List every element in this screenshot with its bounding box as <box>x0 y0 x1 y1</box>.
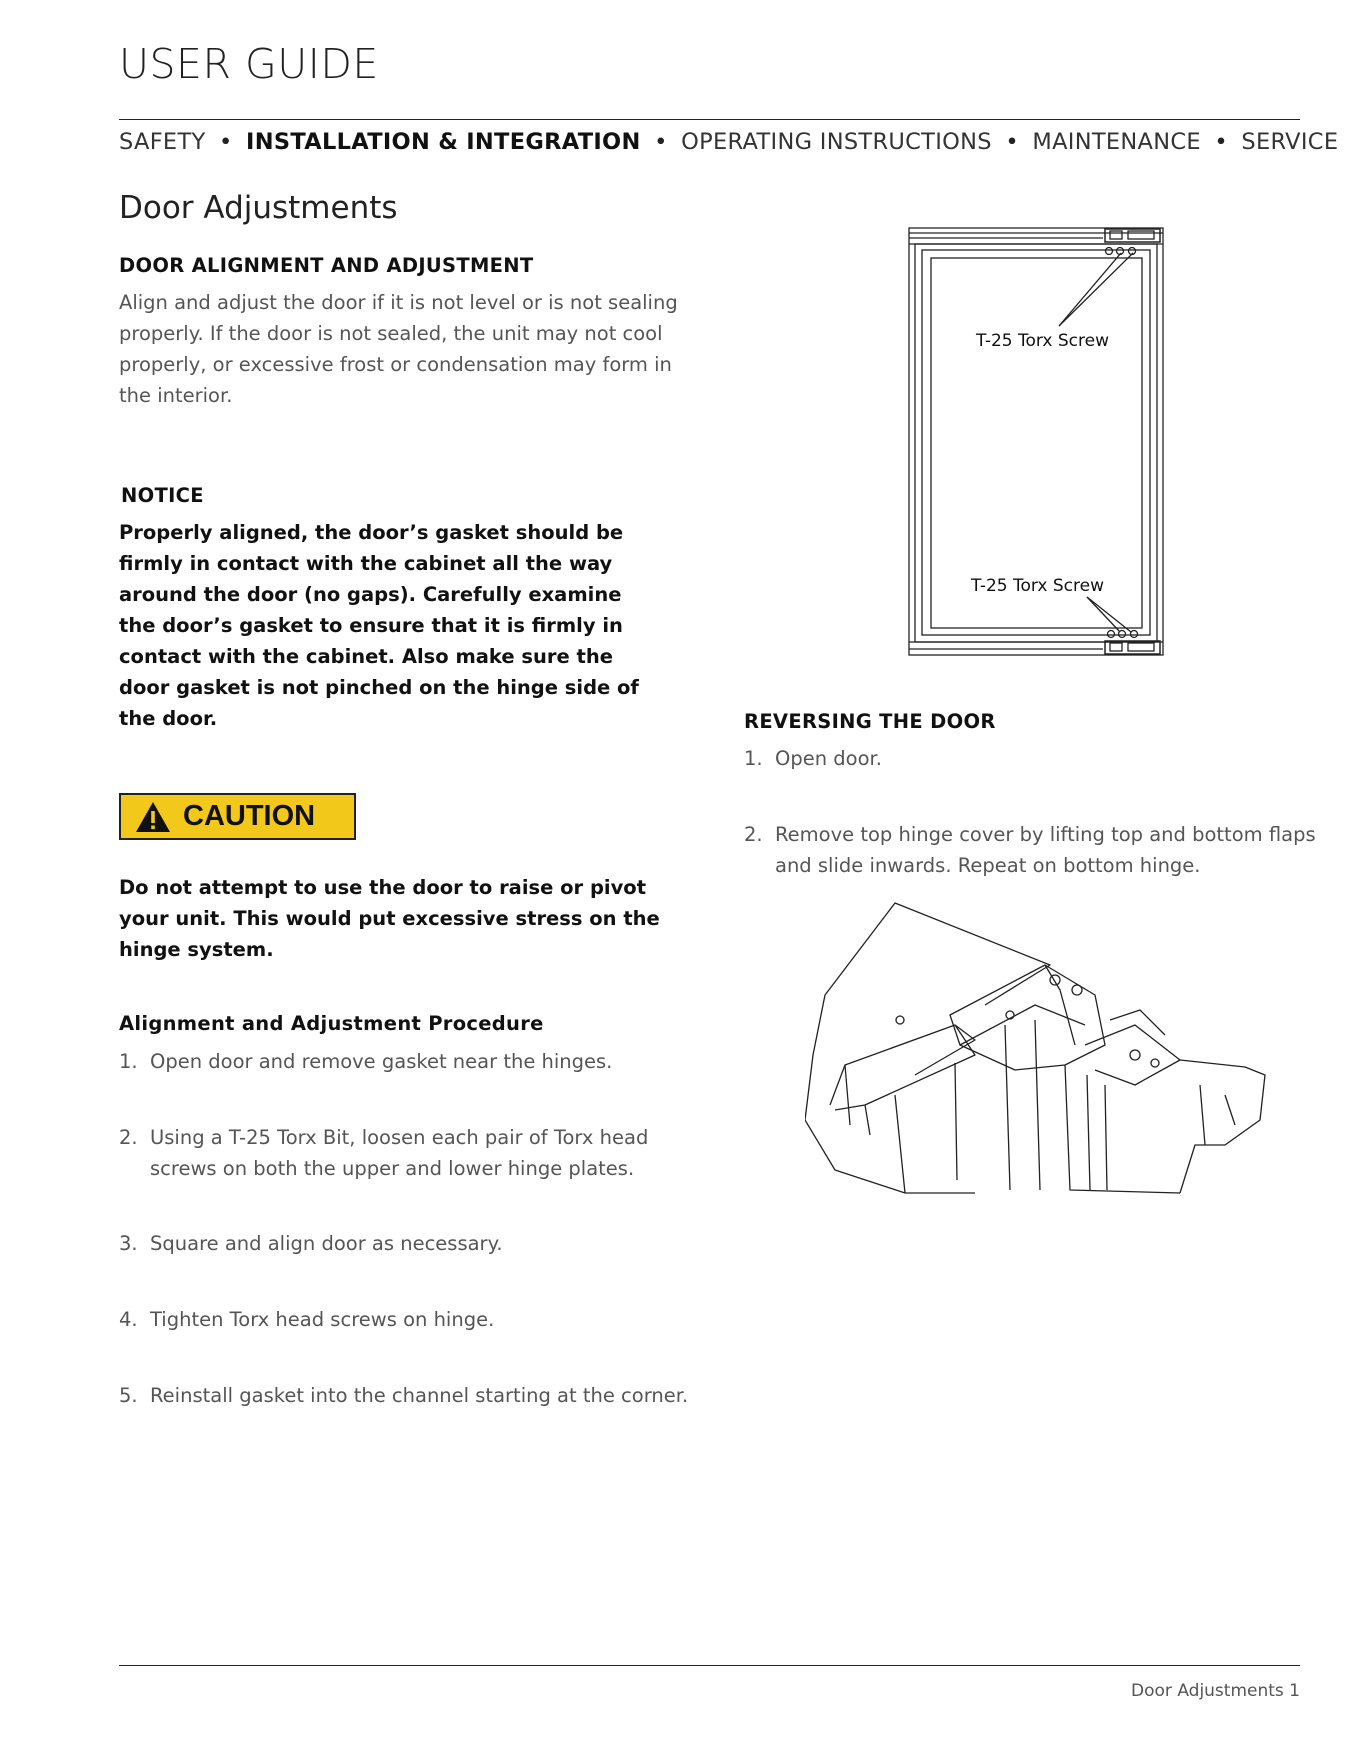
step-text: Remove top hinge cover by lifting top and bottom flaps <box>775 823 1316 846</box>
caution-label: CAUTION <box>183 800 316 832</box>
procedure-step <box>119 1122 719 1184</box>
procedure-heading: Alignment and Adjustment Procedure <box>119 1012 544 1035</box>
step-number: 5. <box>119 1384 138 1407</box>
nav-item-operating[interactable]: OPERATING INSTRUCTIONS <box>681 129 992 155</box>
nav-separator: • <box>654 129 668 155</box>
section-nav <box>119 129 1339 155</box>
notice-line: contact with the cabinet. Also make sure the <box>119 645 613 668</box>
torx-label-bottom: T-25 Torx Screw <box>971 576 1105 596</box>
step-number: 2. <box>744 823 763 846</box>
step-text: screws on both the upper and lower hinge plates. <box>150 1157 635 1180</box>
page-title: Door Adjustments <box>119 190 398 226</box>
alignment-heading: DOOR ALIGNMENT AND ADJUSTMENT <box>119 254 534 277</box>
step-number: 4. <box>119 1308 138 1331</box>
notice-heading: NOTICE <box>121 484 204 507</box>
caution-line: Do not attempt to use the door to raise or pivot <box>119 876 647 899</box>
alignment-intro <box>119 287 679 411</box>
page-footer: Door Adjustments 1 <box>1131 1681 1300 1701</box>
intro-line: properly. If the door is not sealed, the unit may not cool <box>119 322 663 345</box>
intro-line: the interior. <box>119 384 233 407</box>
caution-line: your unit. This would put excessive stress on the <box>119 907 660 930</box>
step-text: Open door and remove gasket near the hinges. <box>150 1050 613 1073</box>
procedure-step <box>119 1046 719 1077</box>
procedure-step <box>119 1228 719 1259</box>
hinge-illustration <box>805 895 1275 1195</box>
reversing-step <box>744 743 1324 774</box>
nav-separator: • <box>1005 129 1019 155</box>
step-text: Reinstall gasket into the channel starting at the corner. <box>150 1384 689 1407</box>
door-diagram <box>900 222 1170 662</box>
nav-item-maintenance[interactable]: MAINTENANCE <box>1032 129 1201 155</box>
notice-line: the door’s gasket to ensure that it is firmly in <box>119 614 623 637</box>
step-text: and slide inwards. Repeat on bottom hinge. <box>775 854 1201 877</box>
caution-line: hinge system. <box>119 938 274 961</box>
caution-badge <box>119 793 356 840</box>
intro-line: properly, or excessive frost or condensation may form in <box>119 353 672 376</box>
step-number: 1. <box>744 747 763 770</box>
step-text: Open door. <box>775 747 882 770</box>
intro-line: Align and adjust the door if it is not level or is not sealing <box>119 291 678 314</box>
reversing-heading: REVERSING THE DOOR <box>744 710 996 733</box>
step-number: 2. <box>119 1126 138 1149</box>
step-number: 1. <box>119 1050 138 1073</box>
nav-item-installation[interactable]: INSTALLATION & INTEGRATION <box>246 129 641 155</box>
warning-triangle-icon <box>133 797 173 837</box>
notice-line: around the door (no gaps). Carefully examine <box>119 583 622 606</box>
step-text: Using a T-25 Torx Bit, loosen each pair of Torx head <box>150 1126 649 1149</box>
nav-item-safety[interactable]: SAFETY <box>119 129 206 155</box>
nav-item-service[interactable]: SERVICE <box>1241 129 1339 155</box>
procedure-step <box>119 1304 719 1335</box>
guide-title: USER GUIDE <box>119 40 379 88</box>
torx-label-top: T-25 Torx Screw <box>976 331 1110 351</box>
notice-line: firmly in contact with the cabinet all the way <box>119 552 613 575</box>
notice-line: the door. <box>119 707 218 730</box>
notice-line: Properly aligned, the door’s gasket should be <box>119 521 624 544</box>
notice-line: door gasket is not pinched on the hinge side of <box>119 676 639 699</box>
caution-text <box>119 872 699 965</box>
header-rule <box>119 119 1300 120</box>
notice-text <box>119 517 699 734</box>
step-number: 3. <box>119 1232 138 1255</box>
nav-separator: • <box>219 129 233 155</box>
reversing-step <box>744 819 1324 881</box>
step-text: Tighten Torx head screws on hinge. <box>150 1308 495 1331</box>
footer-rule <box>119 1665 1300 1666</box>
procedure-step <box>119 1380 759 1411</box>
nav-separator: • <box>1214 129 1228 155</box>
step-text: Square and align door as necessary. <box>150 1232 503 1255</box>
